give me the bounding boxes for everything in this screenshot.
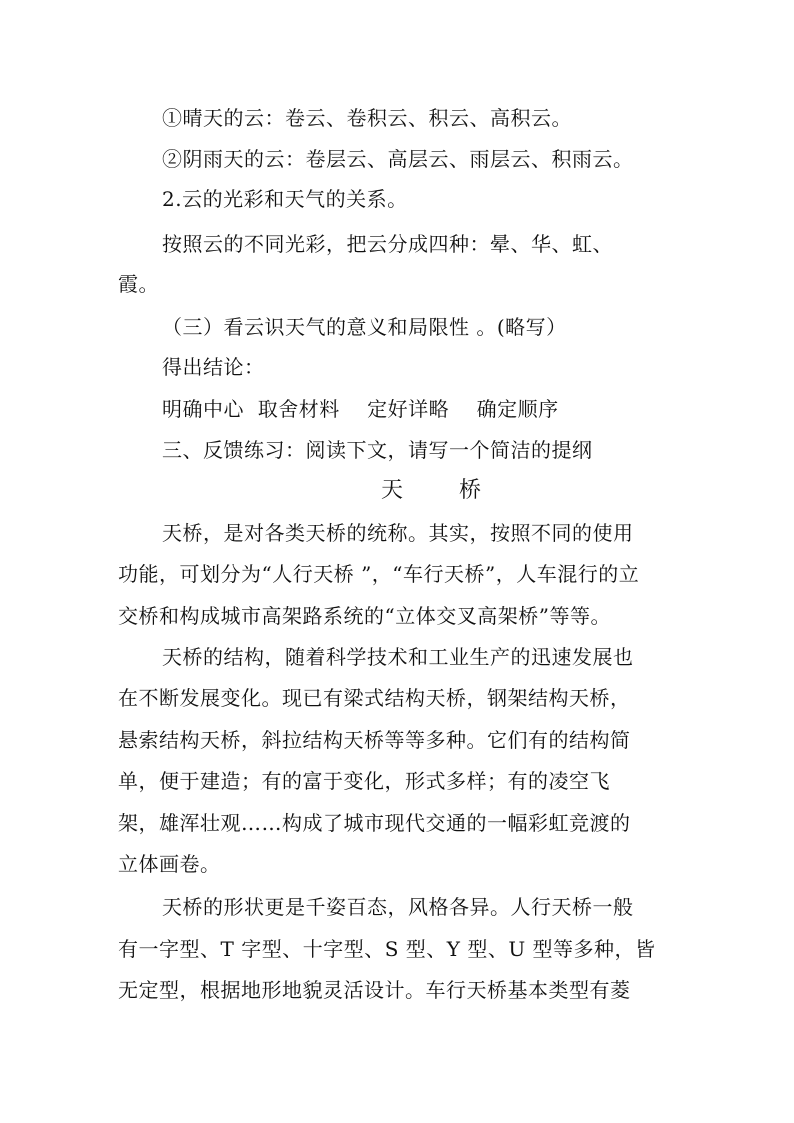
exercise-heading: 三、反馈练习：阅读下文，请写一个简洁的提纲 (162, 438, 593, 462)
paragraph-line: 天桥的结构，随着科学技术和工业生产的迅速发展也 (162, 645, 634, 669)
article-title: 天 桥 (381, 478, 483, 503)
paragraph-line: 立体画卷。 (118, 852, 221, 876)
conclusion-label: 得出结论： (162, 355, 265, 379)
cloud-type-rainy-line: ②阴雨天的云：卷层云、高层云、雨层云、积雨云。 (162, 147, 634, 171)
paragraph-line: 功能，可划分为“人行天桥 ”，“车行天桥”，人车混行的立 (118, 562, 640, 586)
paragraph-line: 单，便于建造；有的富于变化，形式多样；有的凌空飞 (118, 769, 610, 793)
paragraph-line: 架，雄浑壮观……构成了城市现代交通的一幅彩虹竞渡的 (118, 811, 631, 835)
paragraph-line: 悬索结构天桥，斜拉结构天桥等等多种。它们有的结构简 (118, 728, 631, 752)
paragraph-line: 天桥的形状更是千姿百态，风格各异。人行天桥一般 (162, 895, 634, 919)
section-heading-cloud-colors: 2.云的光彩和天气的关系。 (162, 187, 408, 211)
paragraph-line: 天桥，是对各类天桥的统称。其实，按照不同的使用 (162, 521, 634, 545)
paragraph-line: 无定型，根据地形地貌灵活设计。车行天桥基本类型有菱 (118, 978, 631, 1002)
paragraph-line: 霞。 (118, 272, 159, 296)
paragraph-line: 交桥和构成城市高架路系统的“立体交叉高架桥”等等。 (118, 604, 611, 628)
section-heading-significance: （三）看云识天气的意义和局限性 。(略写） (162, 315, 567, 339)
paragraph-line: 有一字型、T 字型、十字型、S 型、Y 型、U 型等多种，皆 (118, 937, 656, 961)
conclusion-steps: 明确中心 取舍材料 定好详略 确定顺序 (162, 397, 559, 421)
paragraph-line: 在不断发展变化。现已有梁式结构天桥，钢架结构天桥， (118, 686, 631, 710)
cloud-type-sunny-line: ①晴天的云：卷云、卷积云、积云、高积云。 (162, 106, 572, 130)
paragraph-line: 按照云的不同光彩，把云分成四种：晕、华、虹、 (162, 232, 613, 256)
